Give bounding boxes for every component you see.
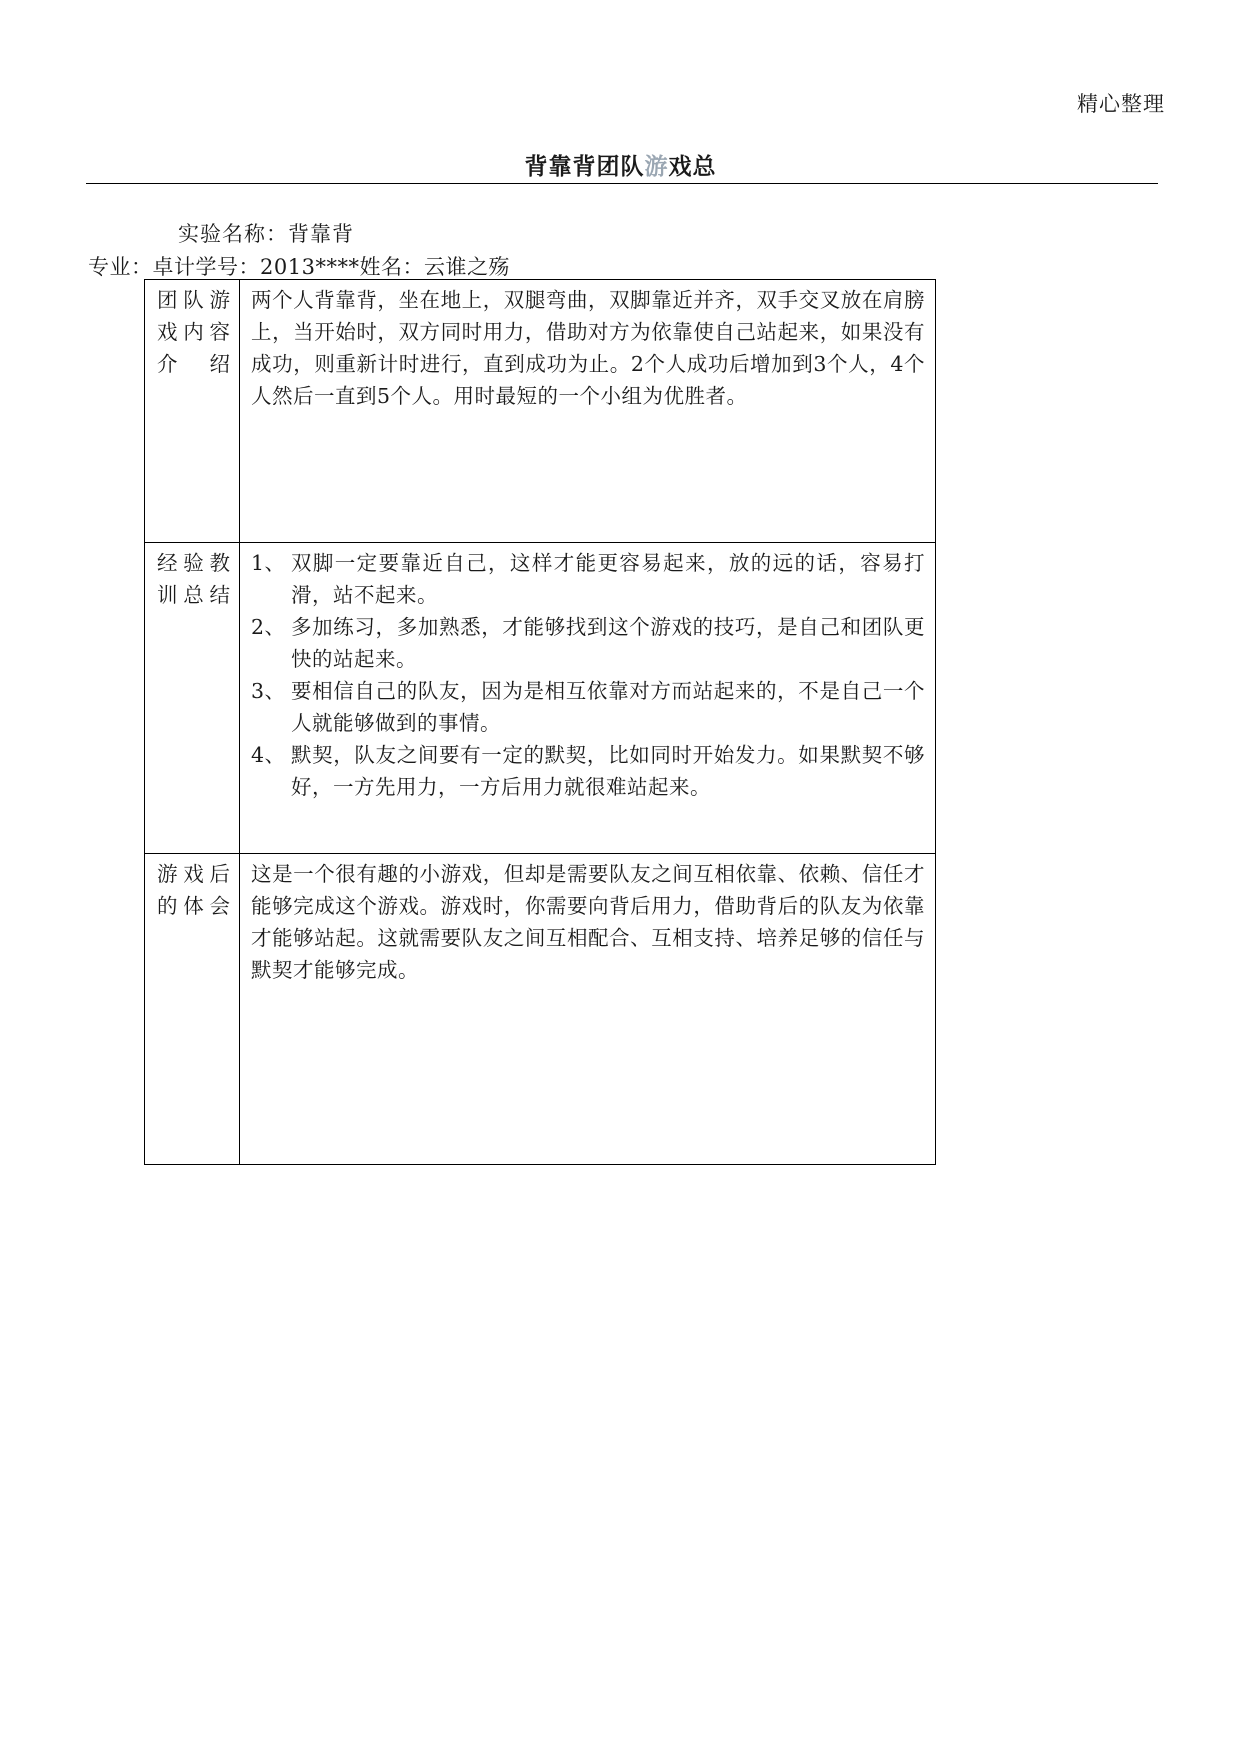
row-content-intro: 两个人背靠背，坐在地上，双腿弯曲，双脚靠近并齐，双手交叉放在肩膀上，当开始时，双方同时用力，借助对方为依靠使自己站起来，如果没有成功，则重新计时进行，直到成功为止。2个人成功后增加到3个人，4个人然后一直到5个人。用时最短的一个小组为优胜者。 <box>240 280 936 543</box>
title-text-main: 背靠背团队 <box>524 154 645 180</box>
page-header-text: 精心整理 <box>1077 92 1165 116</box>
lesson-item <box>251 675 925 739</box>
row-content-lessons <box>240 543 936 854</box>
lesson-item <box>251 547 925 611</box>
lesson-text: 默契，队友之间要有一定的默契，比如同时开始发力。如果默契不够好，一方先用力，一方后用力就很难站起来。 <box>291 743 925 799</box>
row-label-lessons: 经验教训总结 <box>145 543 240 854</box>
table-row-lessons <box>145 543 936 854</box>
lesson-text: 要相信自己的队友，因为是相互依靠对方而站起来的，不是自己一个人就能够做到的事情。 <box>291 679 925 735</box>
summary-table <box>144 279 936 1165</box>
row-label-intro: 团队游戏内容介绍 <box>145 280 240 543</box>
title-divider <box>86 183 1158 184</box>
experiment-name: 实验名称：背靠背 <box>178 222 354 246</box>
title-text-end: 戏总 <box>668 154 717 180</box>
lesson-number: 2、 <box>251 615 286 639</box>
lesson-number: 1、 <box>251 551 286 575</box>
table-row-reflection <box>145 854 936 1165</box>
lesson-item <box>251 611 925 675</box>
lesson-text: 双脚一定要靠近自己，这样才能更容易起来，放的远的话，容易打滑，站不起来。 <box>291 551 925 607</box>
table-row-intro <box>145 280 936 543</box>
title-text-faded: 游 <box>644 154 669 180</box>
lesson-number: 3、 <box>251 679 286 703</box>
lesson-item <box>251 739 925 803</box>
document-title <box>0 148 1241 181</box>
row-content-reflection: 这是一个很有趣的小游戏，但却是需要队友之间互相依靠、依赖、信任才能够完成这个游戏。游戏时，你需要向背后用力，借助背后的队友为依靠才能够站起。这就需要队友之间互相配合、互相支持、培养足够的信任与默契才能够完成。 <box>240 854 936 1165</box>
row-label-reflection: 游戏后的体会 <box>145 854 240 1165</box>
lesson-number: 4、 <box>251 743 286 767</box>
student-info: 专业：卓计学号：2013****姓名：云谁之殇 <box>88 255 510 279</box>
lesson-text: 多加练习，多加熟悉，才能够找到这个游戏的技巧，是自己和团队更快的站起来。 <box>291 615 925 671</box>
